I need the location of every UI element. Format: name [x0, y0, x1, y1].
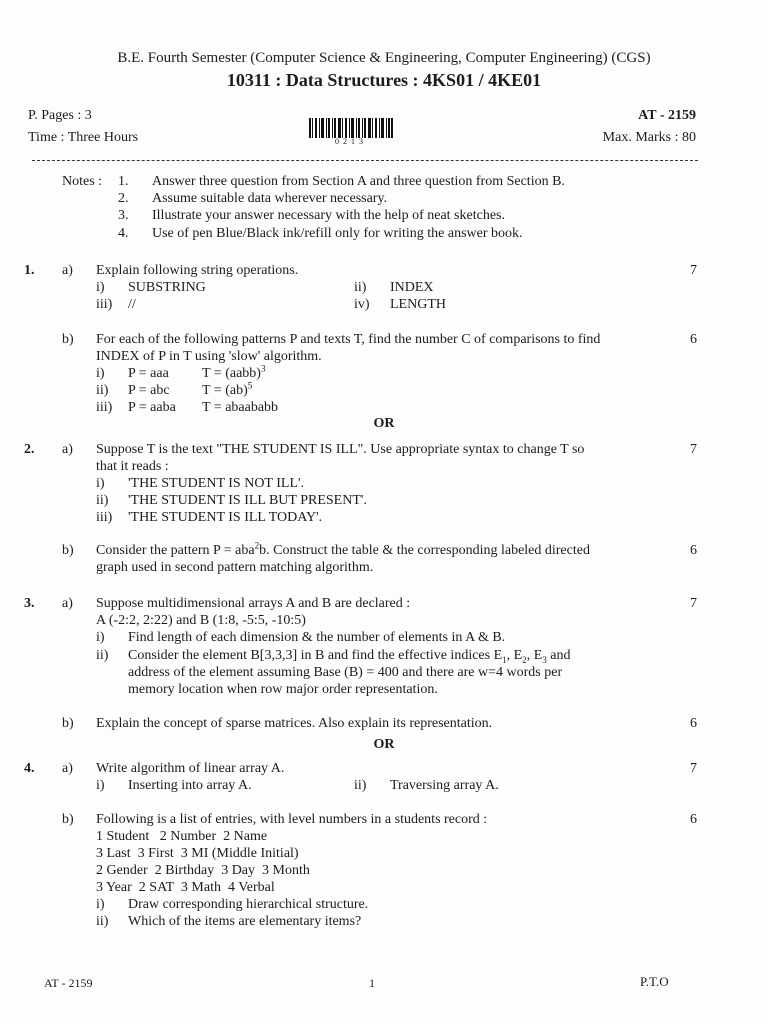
record-entry-line: 2 Gender 2 Birthday 3 Day 3 Month: [96, 863, 310, 878]
text-value: T = (aabb)$^3$: [202, 363, 266, 381]
question-text: Suppose T is the text "THE STUDENT IS ILL". Use appropriate syntax to change T so: [96, 442, 585, 457]
note-text: Illustrate your answer necessary with the help of neat sketches.: [152, 208, 505, 223]
item-number: iii): [96, 297, 113, 312]
record-entry-line: 3 Year 2 SAT 3 Math 4 Verbal: [96, 880, 275, 895]
question-text: INDEX of P in T using 'slow' algorithm.: [96, 349, 322, 364]
pto-label: P.T.O: [640, 974, 669, 989]
item-number: iv): [354, 297, 370, 312]
item-number: iii): [96, 400, 113, 415]
item-number: i): [96, 280, 105, 295]
question-number: 2.: [24, 442, 35, 457]
marks-value: 7: [690, 442, 697, 457]
paper-title: 10311 : Data Structures : 4KS01 / 4KE01: [226, 70, 542, 90]
question-number: 3.: [24, 596, 35, 611]
item-number: i): [96, 476, 105, 491]
item-number: ii): [354, 280, 367, 295]
part-label: a): [62, 761, 73, 776]
notes-label: Notes :: [62, 174, 103, 189]
note-number: 2.: [118, 191, 129, 206]
or-divider: OR: [373, 416, 395, 431]
item-text: Draw corresponding hierarchical structure.: [128, 897, 369, 912]
item-text: Consider the element B[3,3,3] in B and find the effective indices $E_1$, $E_2$, $E_3$ and: [128, 648, 571, 665]
page-count: P. Pages : 3: [28, 108, 92, 123]
item-text: 'THE STUDENT IS ILL TODAY'.: [128, 510, 323, 525]
question-text: Consider the pattern P = aba$^2$b. Construct the table & the corresponding labeled directed: [96, 540, 590, 558]
note-number: 4.: [118, 226, 129, 241]
question-text: graph used in second pattern matching algorithm.: [96, 560, 374, 575]
page-number: 1: [369, 976, 375, 990]
question-number: 4.: [24, 761, 35, 776]
item-number: i): [96, 366, 105, 381]
item-text: INDEX: [390, 280, 434, 295]
footer-code: AT - 2159: [44, 976, 93, 990]
marks-value: 7: [690, 596, 697, 611]
pattern-text: P = aaba: [128, 400, 176, 415]
question-text: For each of the following patterns P and texts T, find the number C of comparisons to find: [96, 332, 601, 347]
item-text: SUBSTRING: [128, 280, 206, 295]
question-number: 1.: [24, 263, 35, 278]
exam-duration: Time : Three Hours: [28, 130, 139, 145]
question-text: Explain the concept of sparse matrices. Also explain its representation.: [96, 716, 493, 731]
header-divider: [32, 160, 698, 161]
text-value: T = abaababb: [202, 400, 279, 415]
item-number: i): [96, 778, 105, 793]
note-number: 1.: [118, 174, 129, 189]
part-label: b): [62, 812, 74, 827]
note-text: Use of pen Blue/Black ink/refill only for writing the answer book.: [152, 226, 523, 241]
question-text: that it reads :: [96, 459, 169, 474]
question-text: Suppose multidimensional arrays A and B are declared :: [96, 596, 411, 611]
note-text: Assume suitable data wherever necessary.: [152, 191, 388, 206]
program-heading: B.E. Fourth Semester (Computer Science & Engineering, Computer Engineering) (CGS): [117, 50, 651, 66]
question-text: Explain following string operations.: [96, 263, 299, 278]
exponent: 2: [254, 540, 260, 551]
question-text: Following is a list of entries, with level numbers in a students record :: [96, 812, 488, 827]
record-entry-line: 1 Student 2 Number 2 Name: [96, 829, 268, 844]
marks-value: 6: [690, 332, 697, 347]
record-entry-line: 3 Last 3 First 3 MI (Middle Initial): [96, 846, 299, 861]
item-text: Inserting into array A.: [128, 778, 252, 793]
item-number: i): [96, 630, 105, 645]
item-text: 'THE STUDENT IS ILL BUT PRESENT'.: [128, 493, 367, 508]
item-text: Find length of each dimension & the number of elements in A & B.: [128, 630, 506, 645]
part-label: b): [62, 332, 74, 347]
item-text: 'THE STUDENT IS NOT ILL'.: [128, 476, 305, 491]
barcode-number: 0213: [335, 137, 367, 146]
item-text: LENGTH: [390, 297, 446, 312]
part-label: b): [62, 543, 74, 558]
part-label: a): [62, 263, 73, 278]
part-label: a): [62, 442, 73, 457]
marks-value: 6: [690, 716, 697, 731]
item-number: ii): [96, 493, 109, 508]
max-marks: Max. Marks : 80: [602, 130, 696, 145]
item-number: ii): [354, 778, 367, 793]
marks-value: 7: [690, 263, 697, 278]
item-number: ii): [96, 383, 109, 398]
marks-value: 7: [690, 761, 697, 776]
item-number: i): [96, 897, 105, 912]
exponent: 5: [247, 380, 253, 391]
item-text: //: [128, 297, 136, 312]
or-divider: OR: [373, 737, 395, 752]
exponent: 3: [260, 363, 266, 374]
pattern-text: P = aaa: [128, 366, 169, 381]
note-text: Answer three question from Section A and three question from Section B.: [152, 174, 565, 189]
note-number: 3.: [118, 208, 129, 223]
item-text: Traversing array A.: [390, 778, 499, 793]
question-text: Write algorithm of linear array A.: [96, 761, 285, 776]
part-label: a): [62, 596, 73, 611]
question-text: A (-2:2, 2:22) and B (1:8, -5:5, -10:5): [96, 613, 306, 628]
item-number: iii): [96, 510, 113, 525]
text-value: T = (ab)$^5$: [202, 380, 253, 398]
barcode-icon: [309, 118, 393, 138]
item-number: ii): [96, 648, 109, 663]
marks-value: 6: [690, 812, 697, 827]
item-number: ii): [96, 914, 109, 929]
item-text: Which of the items are elementary items?: [128, 914, 362, 929]
pattern-text: P = abc: [128, 383, 170, 398]
paper-code: AT - 2159: [638, 108, 696, 123]
marks-value: 6: [690, 543, 697, 558]
item-text: memory location when row major order representation.: [128, 682, 438, 697]
part-label: b): [62, 716, 74, 731]
item-text: address of the element assuming Base (B) = 400 and there are w=4 words per: [128, 665, 563, 680]
